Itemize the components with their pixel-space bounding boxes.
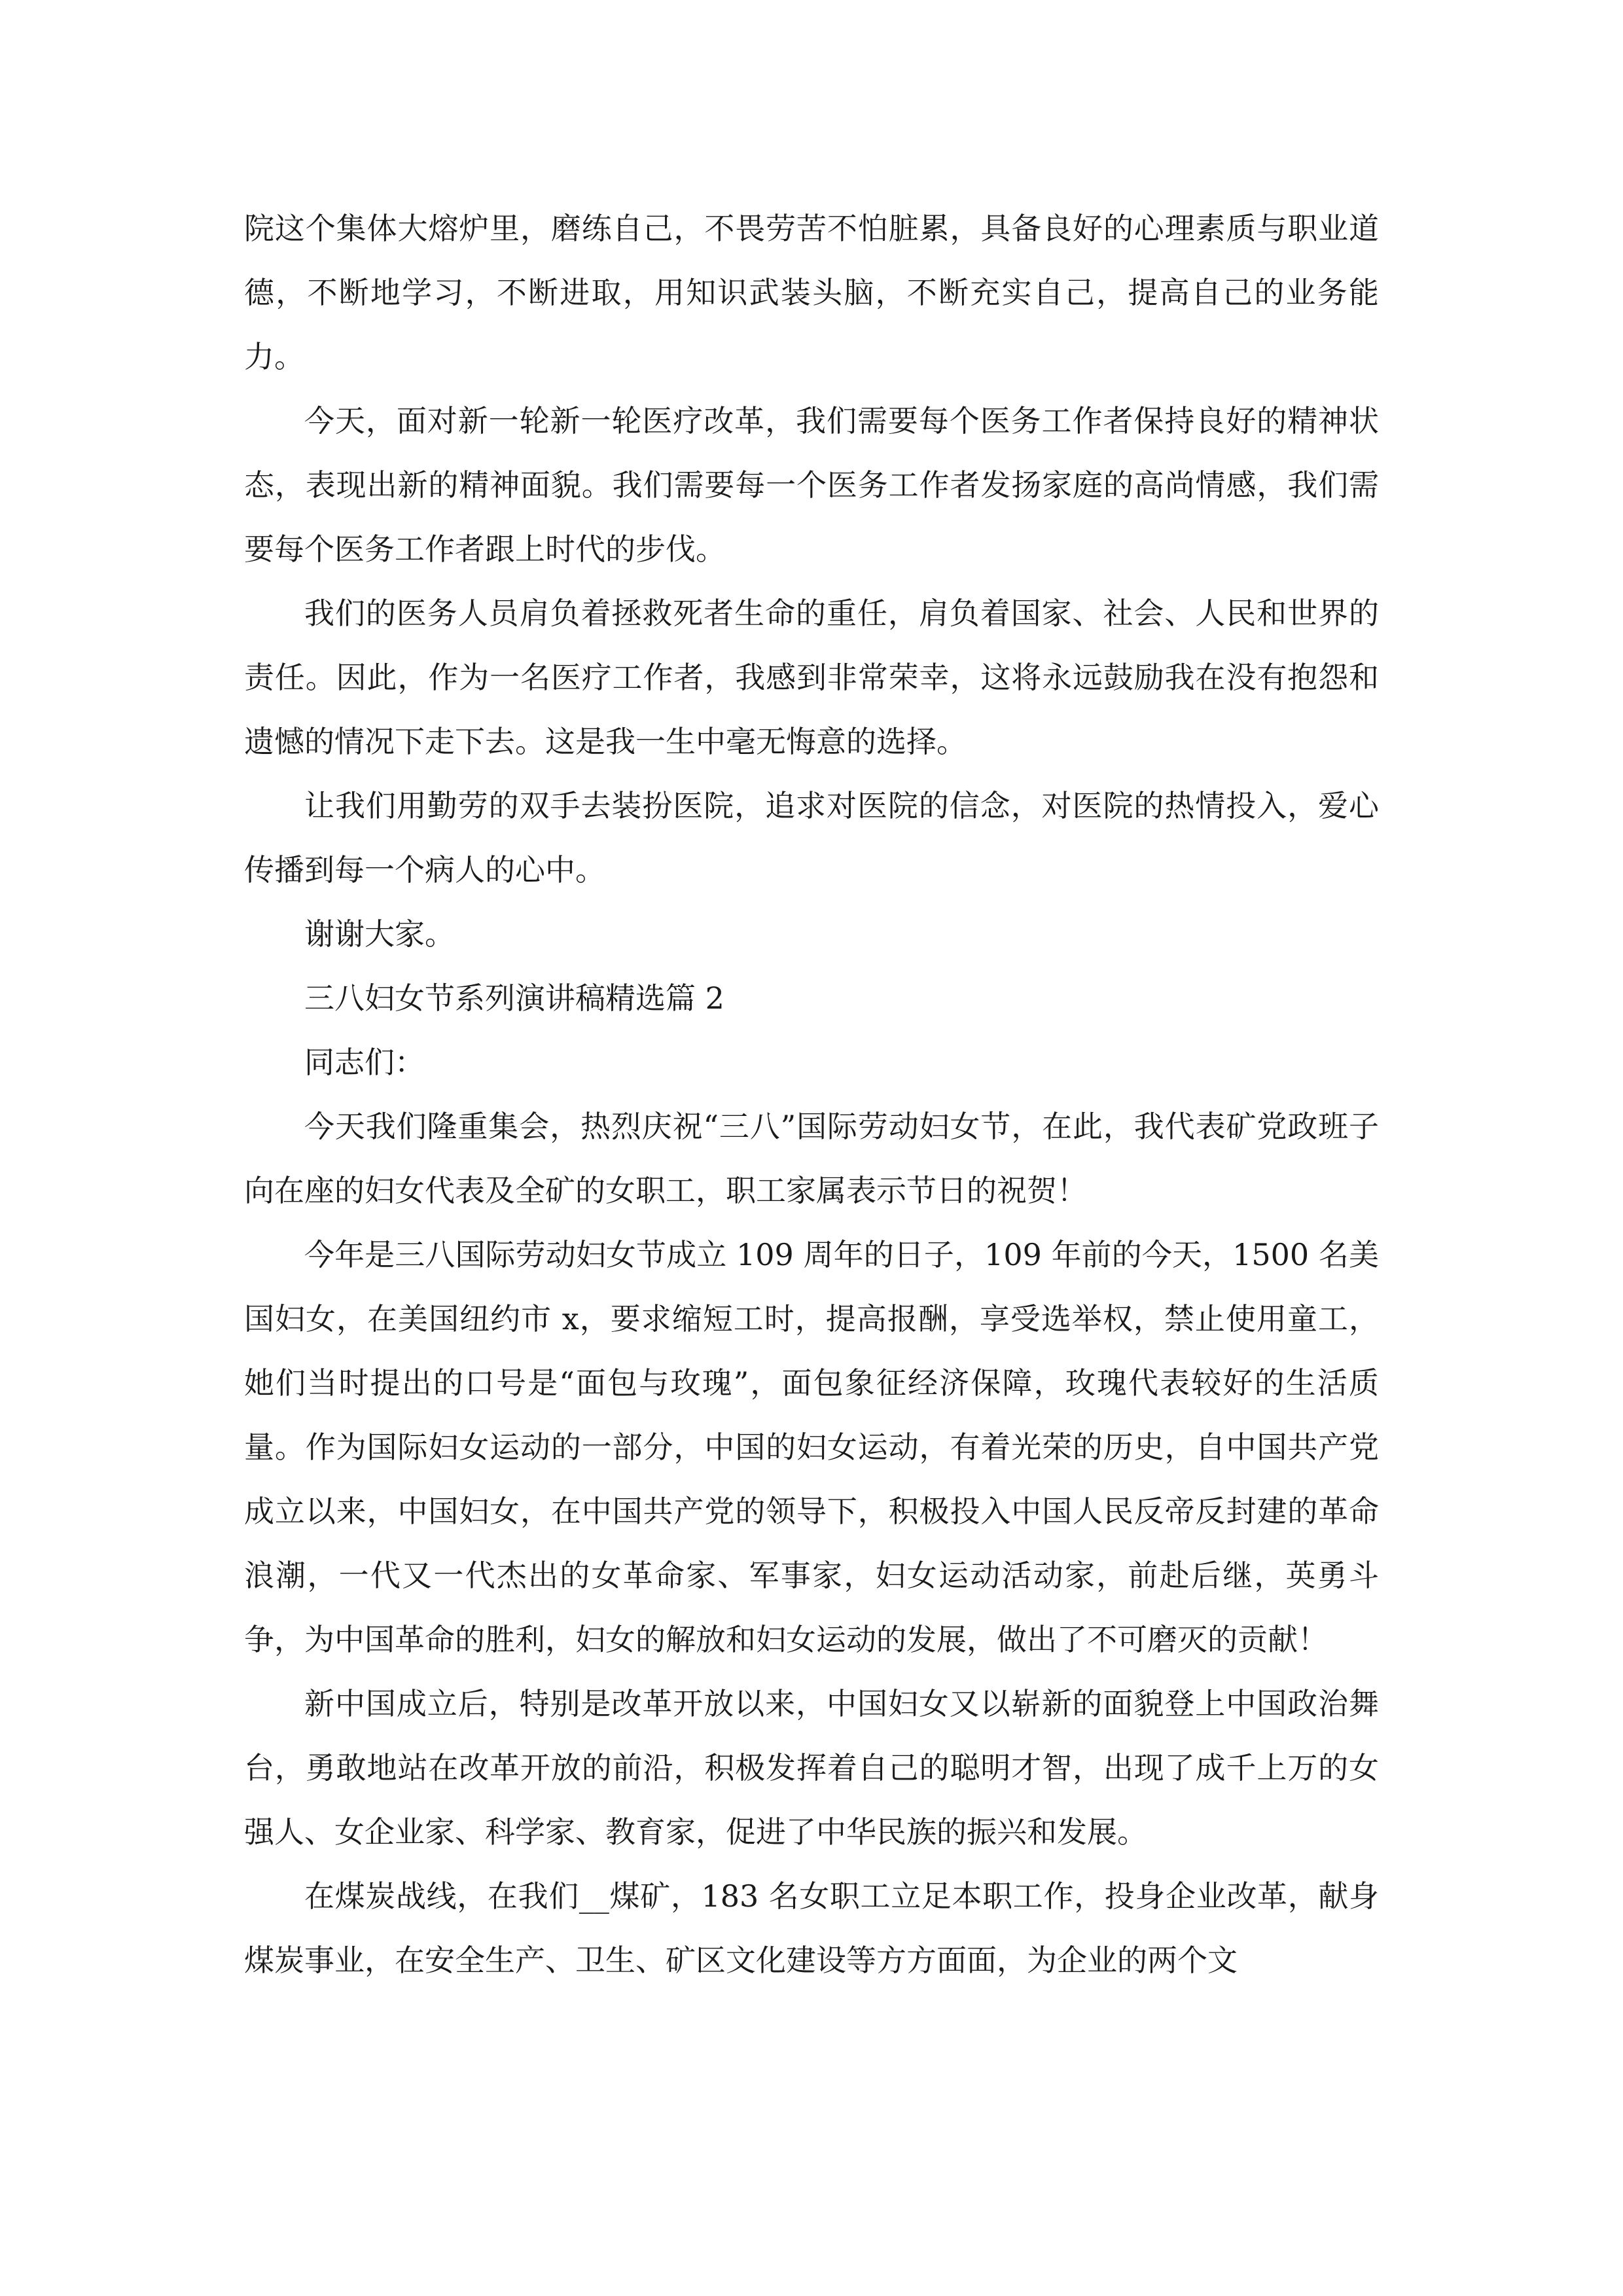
paragraph-continuation: 院这个集体大熔炉里，磨练自己，不畏劳苦不怕脏累，具备良好的心理素质与职业道德，不断地学习，不断进取，用知识武装头脑，不断充实自己，提高自己的业务能力。 xyxy=(244,211,1379,374)
paragraph-dedication: 让我们用勤劳的双手去装扮医院，追求对医院的信念，对医院的热情投入，爱心传播到每一个病人的心中。 xyxy=(244,788,1379,888)
salutation: 同志们： xyxy=(304,1045,425,1080)
paragraph-history: 今年是三八国际劳动妇女节成立 109 周年的日子，109 年前的今天，1500 名美国妇女，在美国纽约市 x，要求缩短工时，提高报酬，享受选举权，禁止使用童工，她们当时提出的口号是“面包与玫瑰”，面包象征经济保障，玫瑰代表较好的生活质量。作为国际妇女运动的一部分，中国的妇女运动，有着光荣的历史，自中国共产党成立以来，中国妇女，在中国共产党的领导下，积极投入中国人民反帝反封建的革命浪潮，一代又一代杰出的女革命家、军事家，妇女运动活动家，前赴后继，英勇斗争，为中国革命的胜利，妇女的解放和妇女运动的发展，做出了不可磨灭的贡献！ xyxy=(244,1237,1379,1657)
section-heading: 三八妇女节系列演讲稿精选篇 2 xyxy=(304,980,724,1016)
paragraph-medical-reform: 今天，面对新一轮新一轮医疗改革，我们需要每个医务工作者保持良好的精神状态，表现出新的精神面貌。我们需要每一个医务工作者发扬家庭的高尚情感，我们需要每个医务工作者跟上时代的步伐。 xyxy=(244,403,1379,567)
body-text xyxy=(244,196,1379,1992)
paragraph-coal-mine: 在煤炭战线，在我们__煤矿，183 名女职工立足本职工作，投身企业改革，献身煤炭事业，在安全生产、卫生、矿区文化建设等方方面面，为企业的两个文 xyxy=(244,1878,1379,1978)
paragraph-thanks: 谢谢大家。 xyxy=(304,916,455,952)
paragraph-greeting: 今天我们隆重集会，热烈庆祝“三八”国际劳动妇女节，在此，我代表矿党政班子向在座的妇女代表及全矿的女职工，职工家属表示节日的祝贺！ xyxy=(244,1109,1379,1208)
paragraph-new-china: 新中国成立后，特别是改革开放以来，中国妇女又以崭新的面貌登上中国政治舞台，勇敢地站在改革开放的前沿，积极发挥着自己的聪明才智，出现了成千上万的女强人、女企业家、科学家、教育家，促进了中华民族的振兴和发展。 xyxy=(244,1686,1379,1850)
paragraph-responsibility: 我们的医务人员肩负着拯救死者生命的重任，肩负着国家、社会、人民和世界的责任。因此，作为一名医疗工作者，我感到非常荣幸，这将永远鼓励我在没有抱怨和遗憾的情况下走下去。这是我一生中毫无悔意的选择。 xyxy=(244,596,1379,759)
